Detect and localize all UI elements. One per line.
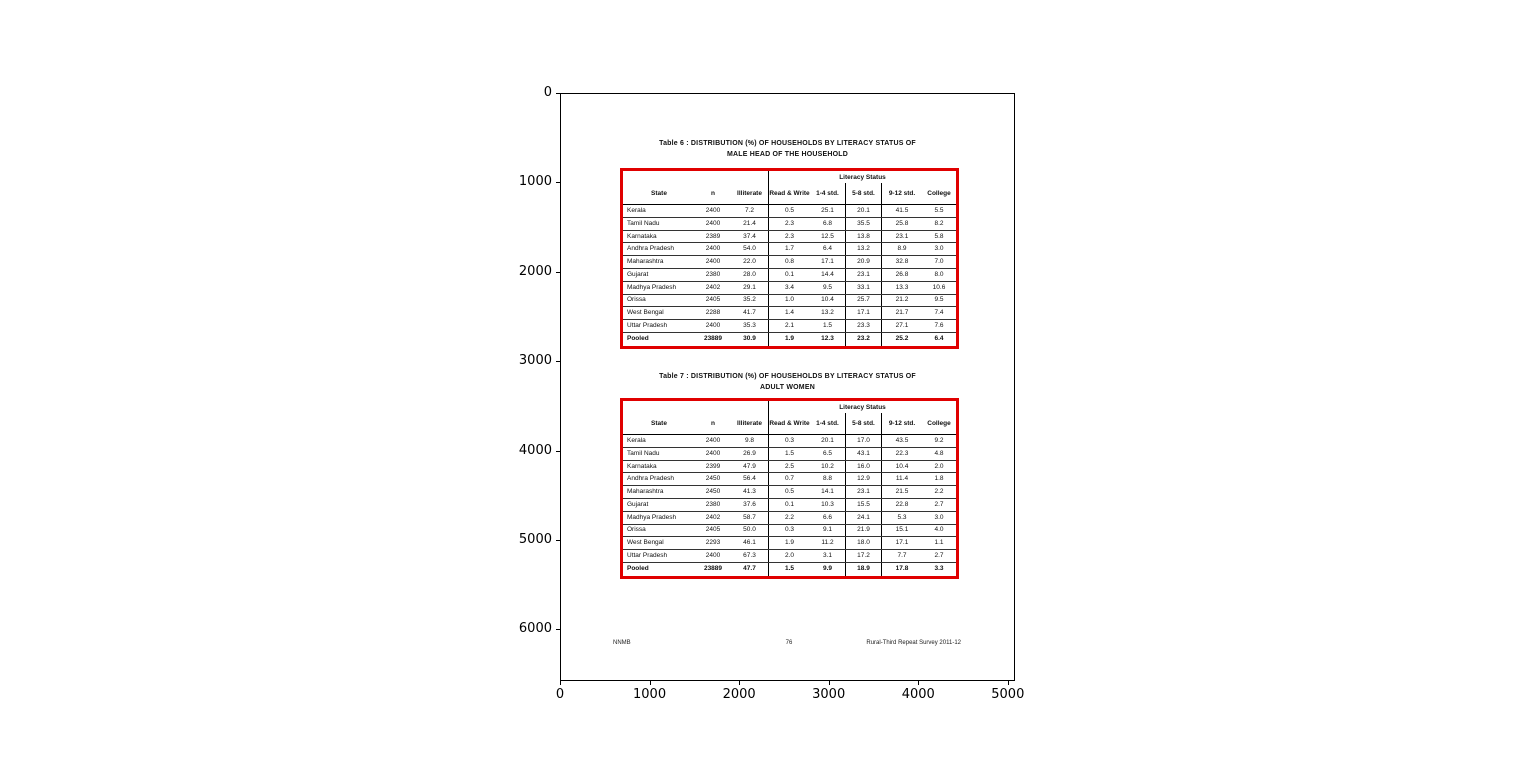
cell-value: 8.8 <box>822 475 833 483</box>
cell-value: 25.1 <box>821 206 834 214</box>
cell-value: 1.4 <box>768 307 810 319</box>
cell-value: 1.5 <box>768 448 810 460</box>
cell-value: 17.0 <box>845 435 881 447</box>
table-row <box>623 231 956 244</box>
cell-value: 2.0 <box>934 462 944 470</box>
cell-value: 5.8 <box>934 232 944 240</box>
cell-value: 9.1 <box>822 526 833 534</box>
table-row <box>623 218 956 231</box>
header-cell: State <box>651 419 667 427</box>
table-6-title-line2: MALE HEAD OF THE HOUSEHOLD <box>726 151 849 158</box>
header-cell: 1-4 std. <box>816 419 839 427</box>
table-row <box>623 333 956 346</box>
table-7-title-line2: ADULT WOMEN <box>760 384 815 391</box>
cell-value: 23.1 <box>845 269 881 281</box>
table-row <box>623 550 956 563</box>
table-row <box>623 307 956 320</box>
y-tick-mark <box>556 540 560 541</box>
cell-state: Karnataka <box>627 232 657 240</box>
cell-value: 29.1 <box>743 283 756 291</box>
cell-value: 10.4 <box>881 461 922 473</box>
table-row <box>623 499 956 512</box>
y-tick-label: 5000 <box>518 532 552 547</box>
table-row <box>623 525 956 538</box>
cell-value: 2.3 <box>768 218 810 230</box>
cell-value: 28.0 <box>743 270 756 278</box>
cell-value: 0.5 <box>768 205 810 217</box>
cell-value: 21.5 <box>881 486 922 498</box>
cell-value: 15.1 <box>881 525 922 537</box>
cell-value: 35.5 <box>845 218 881 230</box>
cell-value: 25.7 <box>845 295 881 307</box>
literacy-status-span-header: Literacy Status <box>768 171 956 183</box>
table-span-row <box>623 171 956 183</box>
table-row <box>623 269 956 282</box>
cell-value: 22.3 <box>881 448 922 460</box>
cell-value: 25.2 <box>881 333 922 346</box>
cell-value: 2405 <box>705 526 721 534</box>
cell-value: 47.7 <box>743 565 756 573</box>
cell-value: 11.2 <box>821 539 834 547</box>
cell-value: 12.3 <box>821 335 834 343</box>
cell-value: 1.5 <box>768 563 810 576</box>
header-cell: n <box>711 419 715 427</box>
cell-value: 10.4 <box>821 296 834 304</box>
x-tick-mark <box>829 681 830 685</box>
cell-value: 13.2 <box>845 243 881 255</box>
cell-value: 23.1 <box>881 231 922 243</box>
cell-value: 43.1 <box>845 448 881 460</box>
cell-value: 2450 <box>705 488 721 496</box>
cell-value: 4.8 <box>934 449 944 457</box>
cell-value: 6.4 <box>934 335 944 343</box>
table-7-title-line1: Table 7 : DISTRIBUTION (%) OF HOUSEHOLDS BY LITERACY STATUS OF <box>659 373 916 380</box>
cell-value: 17.1 <box>881 537 922 549</box>
cell-value: 35.2 <box>743 296 756 304</box>
cell-value: 41.5 <box>881 205 922 217</box>
cell-value: 15.5 <box>845 499 881 511</box>
table-row <box>623 205 956 218</box>
y-tick-mark <box>556 182 560 183</box>
cell-value: 5.3 <box>881 512 922 524</box>
cell-value: 0.1 <box>768 269 810 281</box>
cell-value: 37.6 <box>743 500 756 508</box>
cell-value: 21.2 <box>881 295 922 307</box>
header-cell: 1-4 std. <box>816 189 839 197</box>
header-cell: Illiterate <box>737 189 762 197</box>
span-spacer <box>623 401 768 413</box>
cell-value: 1.1 <box>934 539 944 547</box>
cell-value: 2.7 <box>934 500 944 508</box>
y-tick-mark <box>556 629 560 630</box>
cell-value: 4.0 <box>934 526 944 534</box>
cell-value: 2402 <box>705 283 721 291</box>
cell-value: 21.9 <box>845 525 881 537</box>
table-row <box>623 537 956 550</box>
cell-state: Kerala <box>627 206 646 214</box>
cell-value: 9.5 <box>822 283 833 291</box>
cell-value: 8.0 <box>934 270 944 278</box>
cell-value: 2.3 <box>768 231 810 243</box>
cell-value: 23.2 <box>845 333 881 346</box>
y-tick-label: 3000 <box>518 353 552 369</box>
cell-value: 6.5 <box>822 449 833 457</box>
cell-value: 23889 <box>703 335 723 343</box>
cell-value: 2400 <box>705 449 721 457</box>
x-tick-label: 2000 <box>722 687 756 702</box>
cell-value: 3.0 <box>934 245 944 253</box>
table-row <box>623 320 956 333</box>
cell-value: 23889 <box>703 565 723 573</box>
cell-value: 3.3 <box>934 565 944 573</box>
cell-value: 11.4 <box>881 473 922 485</box>
cell-value: 2.7 <box>934 552 944 560</box>
x-tick-label: 4000 <box>901 687 935 702</box>
table-row <box>623 256 956 269</box>
y-tick-mark <box>556 361 560 362</box>
cell-value: 6.6 <box>822 513 833 521</box>
cell-value: 2399 <box>705 462 721 470</box>
cell-value: 2.2 <box>934 488 944 496</box>
cell-value: 23.3 <box>845 320 881 332</box>
header-cell: 9-12 std. <box>881 183 922 204</box>
cell-value: 9.2 <box>934 436 944 444</box>
cell-value: 13.8 <box>845 231 881 243</box>
x-tick-mark <box>650 681 651 685</box>
cell-value: 17.1 <box>845 307 881 319</box>
cell-value: 21.4 <box>743 219 756 227</box>
cell-value: 2293 <box>705 539 721 547</box>
cell-value: 2389 <box>705 232 721 240</box>
cell-value: 2400 <box>705 245 721 253</box>
y-tick-mark <box>556 451 560 452</box>
y-tick-mark <box>556 93 560 94</box>
header-cell: College <box>927 419 951 427</box>
cell-value: 5.5 <box>934 206 944 214</box>
cell-state: Andhra Pradesh <box>627 245 674 253</box>
cell-value: 26.8 <box>881 269 922 281</box>
cell-value: 17.1 <box>821 258 834 266</box>
cell-value: 0.5 <box>768 486 810 498</box>
cell-value: 9.5 <box>934 296 944 304</box>
x-tick-label: 5000 <box>991 687 1025 702</box>
cell-state: Pooled <box>627 335 649 343</box>
literacy-status-span-header: Literacy Status <box>768 401 956 413</box>
table-row <box>623 435 956 448</box>
cell-state: Karnataka <box>627 462 657 470</box>
cell-value: 0.1 <box>768 499 810 511</box>
cell-value: 10.2 <box>821 462 834 470</box>
y-tick-label: 0 <box>543 85 552 100</box>
cell-state: Tamil Nadu <box>627 449 660 457</box>
cell-value: 41.7 <box>743 309 756 317</box>
cell-value: 12.5 <box>821 232 834 240</box>
table-span-row <box>623 401 956 413</box>
x-tick-label: 3000 <box>812 687 846 702</box>
cell-value: 43.5 <box>881 435 922 447</box>
cell-value: 17.8 <box>881 563 922 576</box>
cell-state: Pooled <box>627 565 649 573</box>
cell-state: Tamil Nadu <box>627 219 660 227</box>
table-row <box>623 473 956 486</box>
cell-value: 0.3 <box>768 435 810 447</box>
cell-value: 9.8 <box>744 436 755 444</box>
header-cell: State <box>651 189 667 197</box>
cell-value: 32.8 <box>881 256 922 268</box>
table-6-literacy-male-head <box>620 168 959 349</box>
cell-value: 2400 <box>705 436 721 444</box>
cell-state: Maharashtra <box>627 258 664 266</box>
cell-value: 12.9 <box>845 473 881 485</box>
document-page <box>561 94 1014 680</box>
table-header-row <box>623 183 956 205</box>
header-cell: College <box>927 189 951 197</box>
cell-value: 2402 <box>705 513 721 521</box>
x-tick-mark <box>918 681 919 685</box>
table-row <box>623 486 956 499</box>
cell-value: 46.1 <box>743 539 756 547</box>
cell-value: 1.0 <box>768 295 810 307</box>
cell-value: 2400 <box>705 258 721 266</box>
cell-state: Gujarat <box>627 500 649 508</box>
cell-value: 9.9 <box>822 565 833 573</box>
cell-value: 47.9 <box>743 462 756 470</box>
table-row <box>623 282 956 295</box>
cell-value: 3.1 <box>822 552 833 560</box>
cell-value: 7.0 <box>934 258 944 266</box>
header-cell: 5-8 std. <box>845 413 881 434</box>
cell-value: 14.1 <box>821 488 834 496</box>
cell-value: 16.0 <box>845 461 881 473</box>
cell-value: 2380 <box>705 270 721 278</box>
table-7-literacy-adult-women <box>620 398 959 579</box>
table-header-row <box>623 413 956 435</box>
cell-value: 13.2 <box>821 309 834 317</box>
cell-value: 54.0 <box>743 245 756 253</box>
table-row <box>623 448 956 461</box>
cell-value: 50.0 <box>743 526 756 534</box>
cell-state: Madhya Pradesh <box>627 513 677 521</box>
cell-value: 35.3 <box>743 322 756 330</box>
cell-value: 7.7 <box>881 550 922 562</box>
cell-value: 25.8 <box>881 218 922 230</box>
y-tick-label: 1000 <box>518 174 552 190</box>
cell-value: 21.7 <box>881 307 922 319</box>
cell-value: 2.1 <box>768 320 810 332</box>
cell-value: 2400 <box>705 552 721 560</box>
span-spacer <box>623 171 768 183</box>
cell-value: 18.9 <box>845 563 881 576</box>
cell-state: Orissa <box>627 526 646 534</box>
cell-value: 3.0 <box>934 513 944 521</box>
cell-state: West Bengal <box>627 539 664 547</box>
cell-value: 2400 <box>705 206 721 214</box>
cell-value: 2.2 <box>768 512 810 524</box>
y-tick-mark <box>556 272 560 273</box>
cell-value: 2.0 <box>768 550 810 562</box>
cell-value: 8.2 <box>934 219 944 227</box>
cell-value: 67.3 <box>743 552 756 560</box>
x-tick-mark <box>560 681 561 685</box>
cell-value: 1.8 <box>934 475 944 483</box>
header-cell: n <box>711 189 715 197</box>
cell-value: 2405 <box>705 296 721 304</box>
cell-value: 2.5 <box>768 461 810 473</box>
cell-value: 22.0 <box>743 258 756 266</box>
cell-value: 37.4 <box>743 232 756 240</box>
y-tick-label: 2000 <box>518 263 552 279</box>
cell-value: 33.1 <box>845 282 881 294</box>
cell-value: 7.4 <box>934 309 944 317</box>
cell-value: 1.5 <box>822 322 833 330</box>
cell-value: 1.7 <box>768 243 810 255</box>
cell-value: 6.4 <box>822 245 833 253</box>
x-tick-mark <box>739 681 740 685</box>
cell-state: Maharashtra <box>627 488 664 496</box>
cell-value: 30.9 <box>743 335 756 343</box>
cell-value: 3.4 <box>768 282 810 294</box>
cell-state: Uttar Pradesh <box>627 552 668 560</box>
cell-value: 27.1 <box>881 320 922 332</box>
table-7-title <box>561 371 1014 393</box>
cell-value: 0.3 <box>768 525 810 537</box>
cell-value: 2400 <box>705 219 721 227</box>
cell-state: Orissa <box>627 296 646 304</box>
table-row <box>623 563 956 576</box>
y-tick-label: 6000 <box>518 621 552 637</box>
table-row <box>623 295 956 308</box>
header-cell: 9-12 std. <box>881 413 922 434</box>
cell-value: 1.9 <box>768 537 810 549</box>
cell-value: 7.2 <box>744 206 755 214</box>
cell-value: 10.3 <box>821 500 834 508</box>
table-row <box>623 243 956 256</box>
cell-state: West Bengal <box>627 309 664 317</box>
cell-value: 20.1 <box>845 205 881 217</box>
header-cell: Illiterate <box>737 419 762 427</box>
cell-state: Uttar Pradesh <box>627 322 668 330</box>
cell-value: 2380 <box>705 500 721 508</box>
footer-survey-label: Rural-Third Repeat Survey 2011-12 <box>866 640 961 646</box>
cell-value: 2288 <box>705 309 721 317</box>
x-tick-mark <box>1008 681 1009 685</box>
cell-state: Kerala <box>627 436 646 444</box>
cell-value: 22.8 <box>881 499 922 511</box>
header-cell: 5-8 std. <box>845 183 881 204</box>
cell-value: 18.0 <box>845 537 881 549</box>
cell-state: Andhra Pradesh <box>627 475 674 483</box>
cell-value: 26.9 <box>743 449 756 457</box>
x-tick-label: 0 <box>555 687 565 702</box>
page-number: 76 <box>785 640 793 646</box>
cell-value: 13.3 <box>881 282 922 294</box>
table-row <box>623 512 956 525</box>
x-tick-label: 1000 <box>633 687 667 702</box>
cell-value: 10.6 <box>932 283 946 291</box>
cell-value: 1.9 <box>768 333 810 346</box>
cell-value: 6.8 <box>822 219 833 227</box>
cell-value: 20.9 <box>845 256 881 268</box>
cell-value: 8.9 <box>881 243 922 255</box>
cell-state: Madhya Pradesh <box>627 283 677 291</box>
cell-value: 0.8 <box>768 256 810 268</box>
cell-value: 2400 <box>705 322 721 330</box>
cell-value: 2450 <box>705 475 721 483</box>
header-cell: Read & Write <box>768 183 810 204</box>
cell-value: 0.7 <box>768 473 810 485</box>
header-cell: Read & Write <box>768 413 810 434</box>
y-tick-label: 4000 <box>518 442 552 458</box>
cell-value: 58.7 <box>743 513 756 521</box>
table-6-title <box>561 138 1014 160</box>
table-6-title-line1: Table 6 : DISTRIBUTION (%) OF HOUSEHOLDS BY LITERACY STATUS OF <box>659 140 916 147</box>
table-row <box>623 461 956 474</box>
footer-org-label: NNMB <box>613 640 631 646</box>
cell-state: Gujarat <box>627 270 649 278</box>
cell-value: 17.2 <box>845 550 881 562</box>
cell-value: 24.1 <box>845 512 881 524</box>
cell-value: 20.1 <box>821 436 834 444</box>
cell-value: 56.4 <box>743 475 756 483</box>
cell-value: 41.3 <box>743 488 756 496</box>
plot-axes <box>560 93 1015 681</box>
cell-value: 23.1 <box>845 486 881 498</box>
cell-value: 7.6 <box>934 322 944 330</box>
cell-value: 14.4 <box>821 270 834 278</box>
